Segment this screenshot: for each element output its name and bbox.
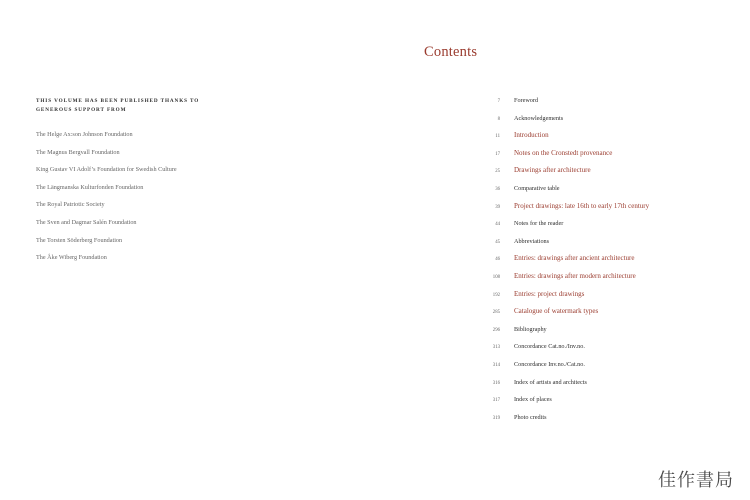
toc-entry[interactable]: [460, 219, 720, 237]
toc-page-number: 7: [497, 99, 500, 104]
contents-title: Contents: [424, 44, 478, 60]
toc-entry[interactable]: [460, 272, 720, 290]
toc-page-number: 46: [495, 257, 500, 263]
toc-entry-title[interactable]: Entries: drawings after modern architecture: [514, 271, 636, 280]
toc-entry-title[interactable]: Introduction: [514, 131, 549, 140]
toc-entry[interactable]: [460, 342, 720, 360]
toc-page-number: 192: [492, 292, 500, 298]
sponsor-item: The Längmanska Kulturfonden Foundation: [36, 183, 144, 191]
toc-page-number: 25: [495, 169, 500, 175]
toc-entry-title[interactable]: Foreword: [514, 97, 539, 104]
toc-entry[interactable]: [460, 202, 720, 220]
toc-entry-title[interactable]: Photo credits: [514, 413, 547, 421]
toc-entry[interactable]: [460, 237, 720, 255]
toc-entry[interactable]: [460, 395, 720, 413]
toc-entry[interactable]: [460, 290, 720, 308]
toc-page-number: 36: [495, 186, 500, 192]
toc-page-number: 314: [492, 362, 500, 368]
toc-page-number: 17: [495, 151, 500, 157]
toc-entry-title[interactable]: Notes on the Cronstedt provenance: [514, 148, 613, 157]
toc-entry-title[interactable]: Drawings after architecture: [514, 166, 591, 175]
sponsor-item: The Åke Wiberg Foundation: [36, 254, 107, 262]
toc-entry[interactable]: [460, 96, 720, 114]
toc-page-number: 45: [495, 239, 500, 245]
sponsor-item: The Torsten Söderberg Foundation: [36, 236, 123, 244]
toc-entry-title[interactable]: Bibliography: [514, 325, 547, 333]
watermark-logo: 佳作書局: [658, 470, 734, 491]
toc-entry-title[interactable]: Concordance Inv.no./Cat.no.: [514, 360, 585, 368]
toc-page-number: 319: [492, 415, 500, 421]
sponsor-item: The Sven and Dagmar Salén Foundation: [36, 218, 137, 226]
sponsor-item: The Helge Ax:son Johnson Foundation: [36, 131, 133, 138]
toc-entry-title[interactable]: Acknowledgements: [514, 114, 564, 122]
toc-entry[interactable]: [460, 360, 720, 378]
toc-entry[interactable]: [460, 184, 720, 202]
sponsor-item: The Royal Patriotic Society: [36, 201, 105, 209]
toc-entry[interactable]: [460, 254, 720, 272]
toc-entry[interactable]: [460, 114, 720, 132]
toc-page-number: 11: [495, 134, 500, 140]
sponsor-item: The Magnus Bergvall Foundation: [36, 148, 120, 156]
toc-entry-title[interactable]: Entries: drawings after ancient architecture: [514, 254, 635, 263]
toc-page-number: 39: [495, 204, 500, 210]
support-heading: THIS VOLUME HAS BEEN PUBLISHED THANKS TO GENEROUS SUPPORT FROM: [36, 98, 200, 113]
toc-page-number: 108: [492, 274, 500, 280]
toc-entry[interactable]: [460, 307, 720, 325]
toc-entry-title[interactable]: Notes for the reader: [514, 220, 564, 228]
toc-entry[interactable]: [460, 378, 720, 396]
toc-entry-title[interactable]: Abbreviations: [514, 237, 550, 245]
sponsor-item: King Gustav VI Adolf’s Foundation for Swedish Culture: [36, 166, 177, 174]
toc-entry[interactable]: [460, 413, 720, 431]
sponsor-list: [36, 131, 177, 272]
toc-entry-title[interactable]: Catalogue of watermark types: [514, 307, 599, 316]
toc-page-number: 44: [495, 222, 500, 228]
toc-entry-title[interactable]: Index of places: [514, 396, 552, 404]
toc-page-number: 313: [492, 345, 500, 351]
toc-page-number: 8: [497, 116, 500, 122]
toc-entry[interactable]: [460, 166, 720, 184]
toc-entry[interactable]: [460, 325, 720, 343]
toc-entry[interactable]: [460, 149, 720, 167]
toc-entry-title[interactable]: Comparative table: [514, 184, 560, 192]
toc-page-number: 316: [492, 380, 500, 386]
table-of-contents: [460, 96, 720, 430]
toc-entry[interactable]: [460, 131, 720, 149]
toc-entry-title[interactable]: Index of artists and architects: [514, 378, 587, 386]
toc-entry-title[interactable]: Project drawings: late 16th to early 17th century: [514, 201, 650, 210]
toc-page-number: 296: [492, 327, 500, 333]
toc-page-number: 317: [492, 398, 500, 404]
toc-entry-title[interactable]: Entries: project drawings: [514, 289, 585, 298]
toc-page-number: 285: [492, 310, 500, 316]
toc-entry-title[interactable]: Concordance Cat.no./Inv.no.: [514, 343, 585, 351]
